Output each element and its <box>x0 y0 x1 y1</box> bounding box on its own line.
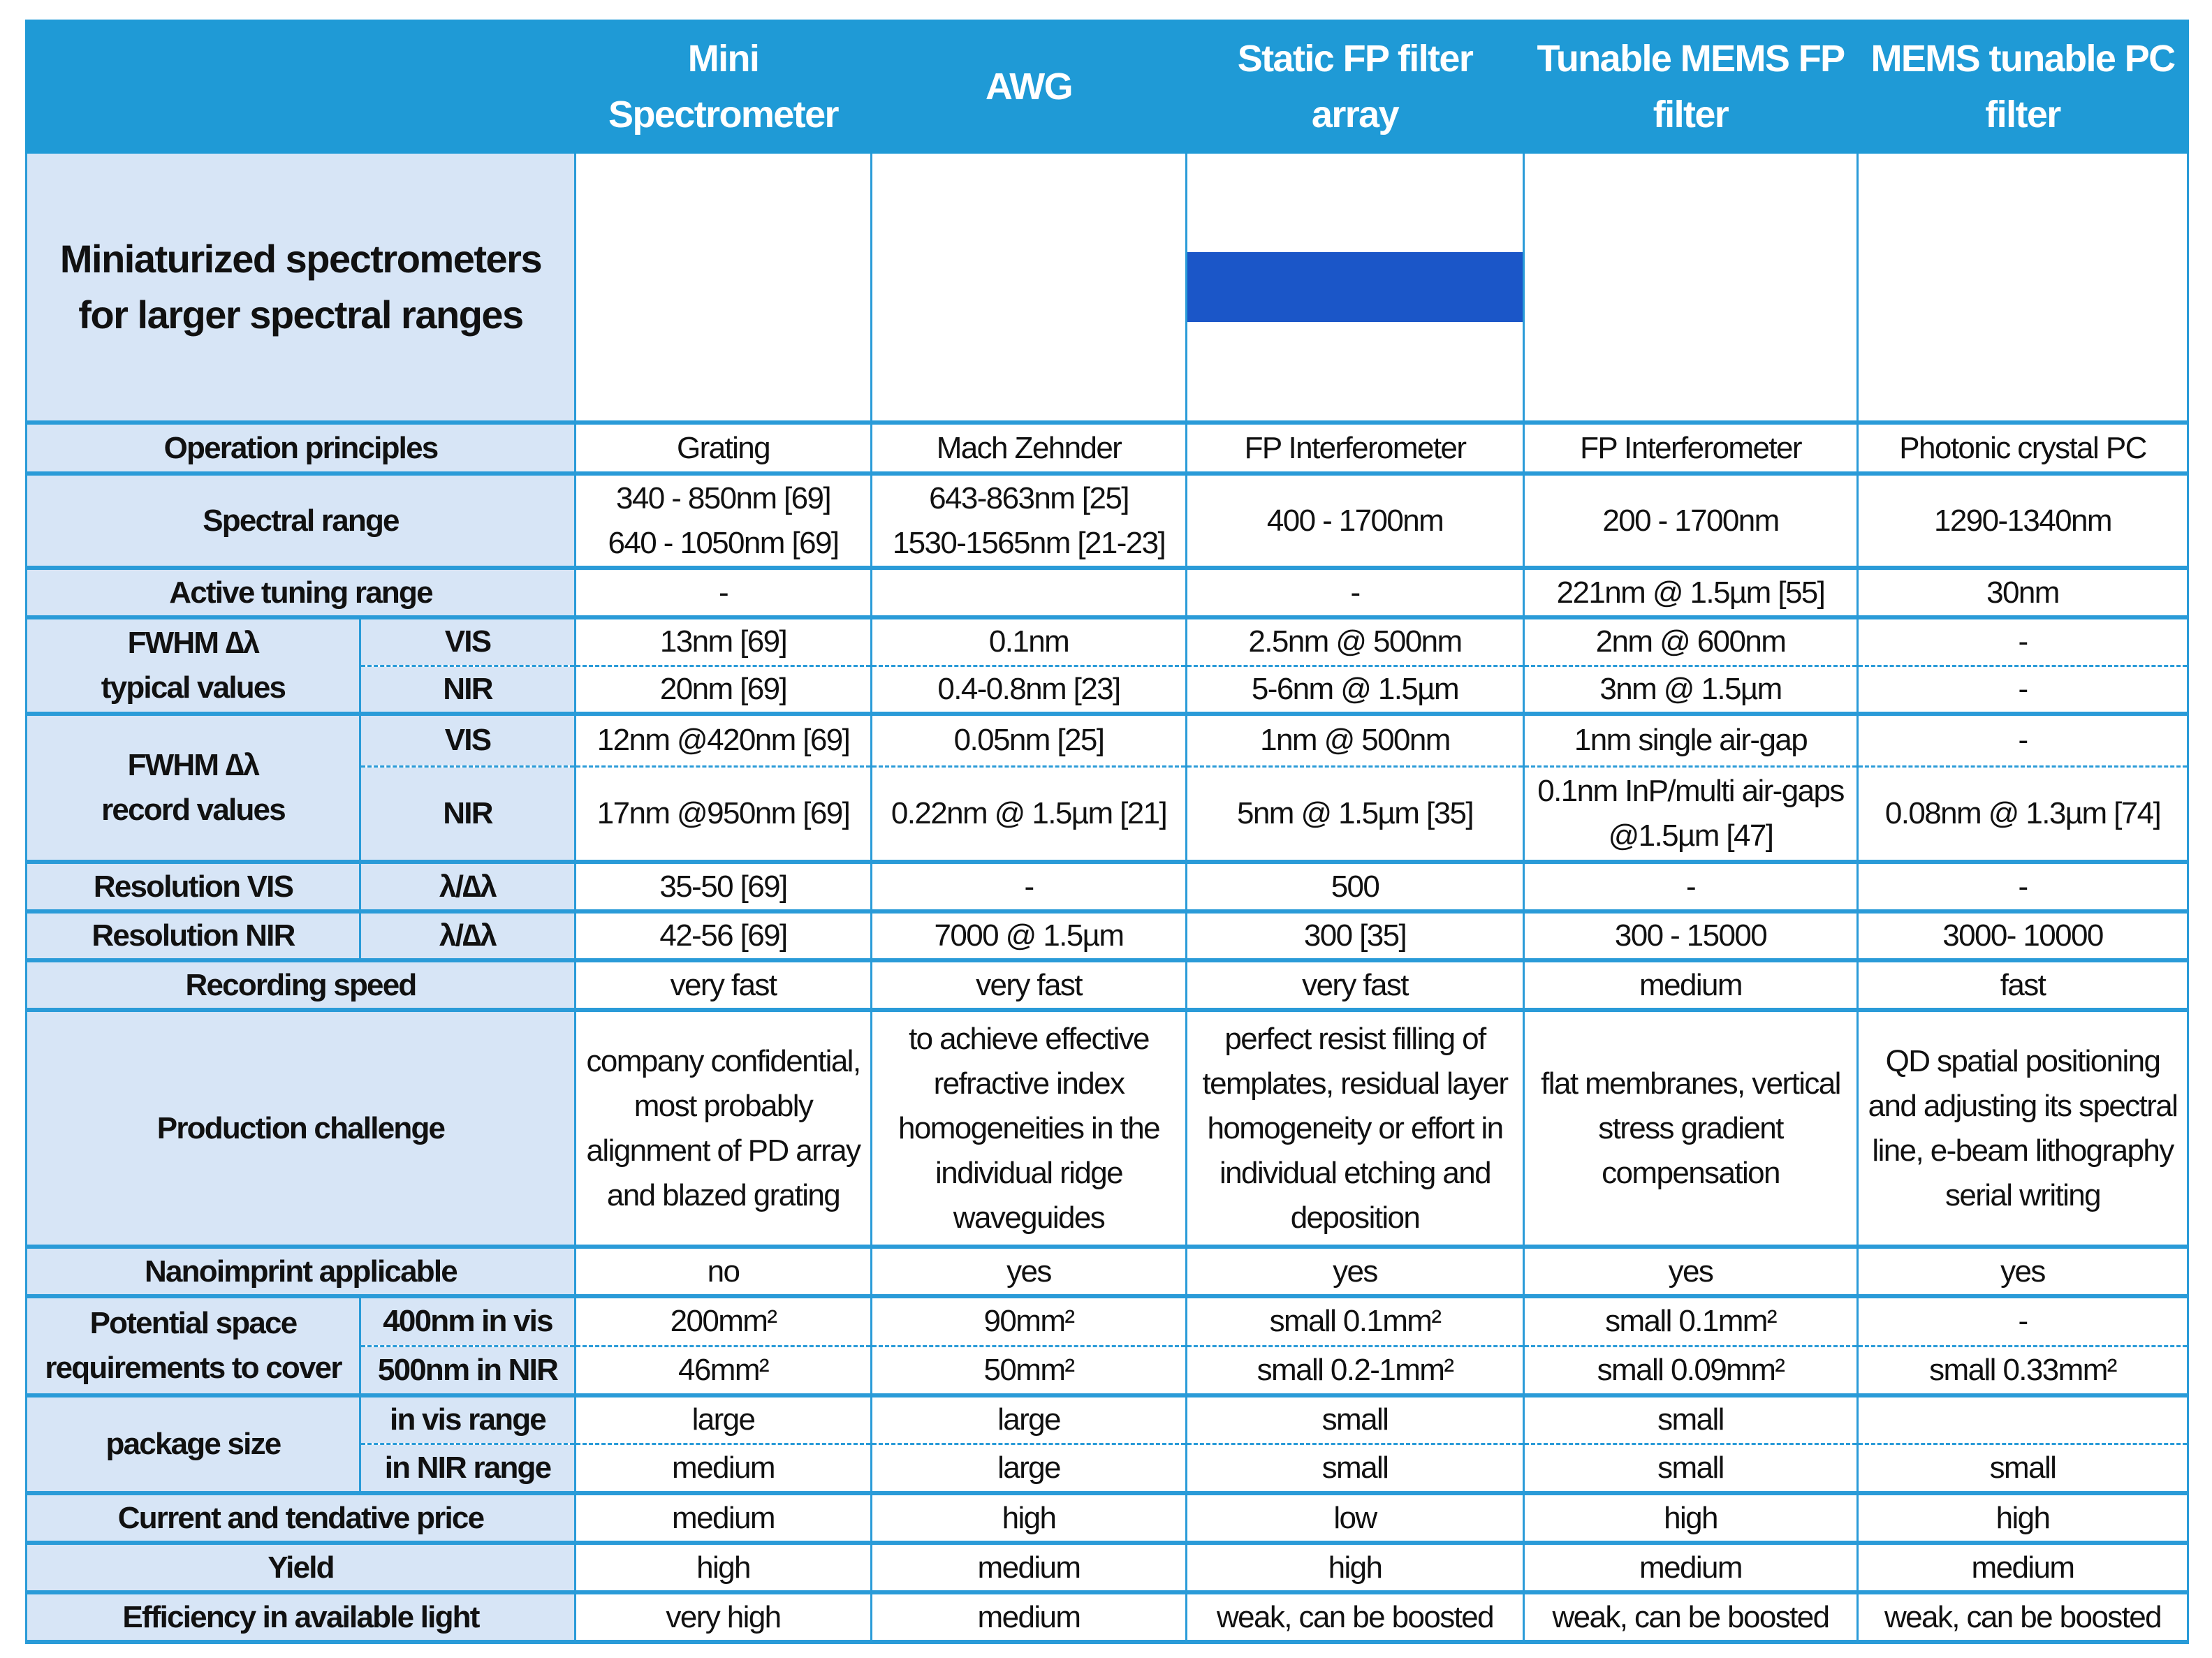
row-sublabel: NIR <box>360 766 576 862</box>
table-cell: small <box>1524 1395 1858 1444</box>
row-group-label: Resolution NIR <box>27 911 360 960</box>
table-cell: QD spatial positioning and adjusting its spectral line, e-beam lithography serial writing <box>1858 1010 2188 1247</box>
table-cell: - <box>1858 617 2188 666</box>
table-cell: 340 - 850nm [69] 640 - 1050nm [69] <box>576 474 872 568</box>
table-cell: 5nm @ 1.5µm [35] <box>1187 766 1524 862</box>
row-label: Current and tendative price <box>27 1493 576 1543</box>
table-cell: 42-56 [69] <box>576 911 872 960</box>
fp-filter-array-image <box>1187 152 1524 423</box>
table-cell: fast <box>1858 960 2188 1010</box>
table-cell: 221nm @ 1.5µm [55] <box>1524 568 1858 617</box>
table-cell: Photonic crystal PC <box>1858 423 2188 474</box>
table-cell: yes <box>872 1247 1187 1296</box>
table-cell: 2.5nm @ 500nm <box>1187 617 1524 666</box>
row-group-label: package size <box>27 1395 360 1493</box>
mems-fp-filter-sem-image <box>1524 152 1858 423</box>
table-cell: high <box>1858 1493 2188 1543</box>
table-cell: - <box>1858 714 2188 766</box>
table-row <box>27 1592 2188 1642</box>
table-row <box>27 960 2188 1010</box>
table-cell: large <box>872 1444 1187 1493</box>
table-cell: small <box>1187 1444 1524 1493</box>
row-sublabel: 400nm in vis <box>360 1296 576 1346</box>
table-cell: 300 - 15000 <box>1524 911 1858 960</box>
table-cell: 13nm [69] <box>576 617 872 666</box>
table-row <box>27 862 2188 911</box>
table-cell: low <box>1187 1493 1524 1543</box>
table-cell: high <box>576 1543 872 1592</box>
table-row <box>27 1493 2188 1543</box>
row-label: Efficiency in available light <box>27 1592 576 1642</box>
table-cell: medium <box>872 1543 1187 1592</box>
table-cell: medium <box>1858 1543 2188 1592</box>
table-cell: small <box>1187 1395 1524 1444</box>
header-corner <box>27 22 576 152</box>
table-cell: - <box>1187 568 1524 617</box>
table-cell: 50mm² <box>872 1346 1187 1395</box>
table-cell: - <box>1858 1296 2188 1346</box>
table-cell: 3nm @ 1.5µm <box>1524 666 1858 714</box>
table-cell: - <box>872 862 1187 911</box>
table-cell: 643-863nm [25] 1530-1565nm [21-23] <box>872 474 1187 568</box>
table-cell: Mach Zehnder <box>872 423 1187 474</box>
table-cell: 500 <box>1187 862 1524 911</box>
table-cell: weak, can be boosted <box>1858 1592 2188 1642</box>
table-cell: - <box>1524 862 1858 911</box>
table-cell: FP Interferometer <box>1187 423 1524 474</box>
row-sublabel: VIS <box>360 714 576 766</box>
table-cell: 5-6nm @ 1.5µm <box>1187 666 1524 714</box>
table-cell: FP Interferometer <box>1524 423 1858 474</box>
table-cell: high <box>1524 1493 1858 1543</box>
table-cell: 46mm² <box>576 1346 872 1395</box>
table-cell: 0.1nm <box>872 617 1187 666</box>
table-cell: 0.1nm InP/multi air-gaps @1.5µm [47] <box>1524 766 1858 862</box>
table-cell: no <box>576 1247 872 1296</box>
table-cell: medium <box>872 1592 1187 1642</box>
column-header: Static FP filter array <box>1187 22 1524 152</box>
table-cell: 200mm² <box>576 1296 872 1346</box>
column-header: MEMS tunable PC filter <box>1858 22 2188 152</box>
table-cell: 30nm <box>1858 568 2188 617</box>
table-cell: large <box>576 1395 872 1444</box>
table-cell: medium <box>576 1444 872 1493</box>
table-cell: yes <box>1858 1247 2188 1296</box>
table-cell: very high <box>576 1592 872 1642</box>
table-cell: Grating <box>576 423 872 474</box>
row-label: Production challenge <box>27 1010 576 1247</box>
table-cell: weak, can be boosted <box>1187 1592 1524 1642</box>
table-cell <box>872 568 1187 617</box>
row-label: Spectral range <box>27 474 576 568</box>
table-cell: 1nm single air-gap <box>1524 714 1858 766</box>
table-cell: high <box>1187 1543 1524 1592</box>
table-cell: small <box>1858 1444 2188 1493</box>
row-group-label: FWHM ∆λ typical values <box>27 617 360 714</box>
row-group-label: FWHM ∆λ record values <box>27 714 360 862</box>
table-cell: medium <box>1524 1543 1858 1592</box>
column-header: AWG <box>872 22 1187 152</box>
table-cell: 17nm @950nm [69] <box>576 766 872 862</box>
table-cell: 400 - 1700nm <box>1187 474 1524 568</box>
table-cell: very fast <box>872 960 1187 1010</box>
table-cell: 1290-1340nm <box>1858 474 2188 568</box>
table-cell: 300 [35] <box>1187 911 1524 960</box>
table-cell: small 0.33mm² <box>1858 1346 2188 1395</box>
table-cell: small 0.09mm² <box>1524 1346 1858 1395</box>
column-header: Mini Spectrometer <box>576 22 872 152</box>
header-row <box>27 22 2188 152</box>
table-cell: small 0.1mm² <box>1187 1296 1524 1346</box>
table-cell: 7000 @ 1.5µm <box>872 911 1187 960</box>
mems-pc-filter-render <box>1858 152 2188 423</box>
mini-spectrometer-photo <box>576 152 872 423</box>
table-row <box>27 474 2188 568</box>
table-cell: 0.05nm [25] <box>872 714 1187 766</box>
row-label: Nanoimprint applicable <box>27 1247 576 1296</box>
table-cell: 0.22nm @ 1.5µm [21] <box>872 766 1187 862</box>
table-cell: perfect resist filling of templates, residual layer homogeneity or effort in individual etching and deposition <box>1187 1010 1524 1247</box>
table-cell: weak, can be boosted <box>1524 1592 1858 1642</box>
table-cell: - <box>1858 666 2188 714</box>
row-sublabel: λ/∆λ <box>360 862 576 911</box>
table-cell: to achieve effective refractive index homogeneities in the individual ridge waveguides <box>872 1010 1187 1247</box>
table-row <box>27 714 2188 766</box>
table-cell: 12nm @420nm [69] <box>576 714 872 766</box>
table-cell: - <box>1858 862 2188 911</box>
table-cell <box>1858 1395 2188 1444</box>
row-label: Operation principles <box>27 423 576 474</box>
spectrometer-comparison-table <box>25 20 2189 1644</box>
table-row <box>27 1010 2188 1247</box>
table-row <box>27 911 2188 960</box>
table-cell: large <box>872 1395 1187 1444</box>
table-cell: 20nm [69] <box>576 666 872 714</box>
table-row <box>27 1247 2188 1296</box>
table-cell: 200 - 1700nm <box>1524 474 1858 568</box>
row-label: Active tuning range <box>27 568 576 617</box>
table-cell: 1nm @ 500nm <box>1187 714 1524 766</box>
row-sublabel: VIS <box>360 617 576 666</box>
table-cell: company confidential, most probably alignment of PD array and blazed grating <box>576 1010 872 1247</box>
row-group-label: Potential space requirements to cover <box>27 1296 360 1395</box>
table-row <box>27 1296 2188 1346</box>
table-row <box>27 617 2188 666</box>
table-row <box>27 423 2188 474</box>
table-cell: flat membranes, vertical stress gradient compensation <box>1524 1010 1858 1247</box>
table-cell: - <box>576 568 872 617</box>
table-cell: 90mm² <box>872 1296 1187 1346</box>
row-label: Yield <box>27 1543 576 1592</box>
table-title: Miniaturized spectrometers for larger spectral ranges <box>27 152 576 423</box>
row-label: Recording speed <box>27 960 576 1010</box>
table-cell: very fast <box>1187 960 1524 1010</box>
row-sublabel: in vis range <box>360 1395 576 1444</box>
table-cell: very fast <box>576 960 872 1010</box>
row-sublabel: in NIR range <box>360 1444 576 1493</box>
table-row <box>27 1543 2188 1592</box>
table-cell: 35-50 [69] <box>576 862 872 911</box>
awg-sem-image <box>872 152 1187 423</box>
table-cell: 0.4-0.8nm [23] <box>872 666 1187 714</box>
table-cell: small <box>1524 1444 1858 1493</box>
row-sublabel: 500nm in NIR <box>360 1346 576 1395</box>
table-cell: small 0.2-1mm² <box>1187 1346 1524 1395</box>
table-cell: yes <box>1524 1247 1858 1296</box>
table-cell: 3000- 10000 <box>1858 911 2188 960</box>
row-sublabel: NIR <box>360 666 576 714</box>
table-row <box>27 568 2188 617</box>
table-cell: 2nm @ 600nm <box>1524 617 1858 666</box>
row-sublabel: λ/∆λ <box>360 911 576 960</box>
row-group-label: Resolution VIS <box>27 862 360 911</box>
column-header: Tunable MEMS FP filter <box>1524 22 1858 152</box>
table-cell: high <box>872 1493 1187 1543</box>
table-cell: yes <box>1187 1247 1524 1296</box>
table-cell: medium <box>576 1493 872 1543</box>
table-cell: medium <box>1524 960 1858 1010</box>
table-cell: small 0.1mm² <box>1524 1296 1858 1346</box>
image-row <box>27 152 2188 423</box>
table-row <box>27 1395 2188 1444</box>
table-cell: 0.08nm @ 1.3µm [74] <box>1858 766 2188 862</box>
